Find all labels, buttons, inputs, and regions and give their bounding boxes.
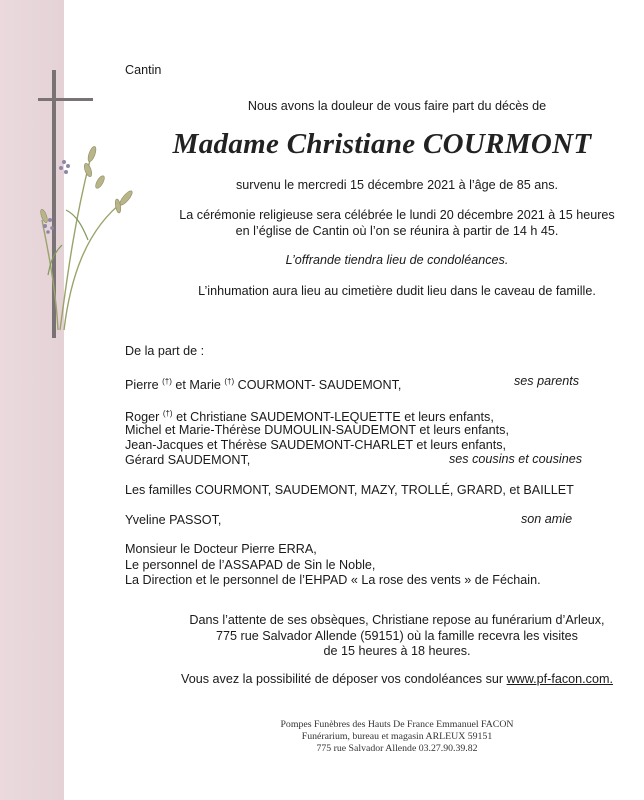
cousins-relation: ses cousins et cousines bbox=[449, 452, 583, 466]
from-label: De la part de : bbox=[125, 344, 205, 358]
parents-line: Pierre (†) et Marie (†) COURMONT- SAUDEMONT, bbox=[125, 377, 402, 393]
cousin-line-4: Gérard SAUDEMONT, bbox=[125, 453, 251, 467]
friend-line: Yveline PASSOT, bbox=[125, 513, 222, 527]
others-line-1: Monsieur le Docteur Pierre ERRA, bbox=[125, 542, 317, 556]
condolences-line bbox=[0, 671, 644, 687]
cousin-line-2: Michel et Marie-Thérèse DUMOULIN-SAUDEMONT et leurs enfants, bbox=[125, 423, 509, 437]
ceremony-line-2: en l’église de Cantin où l’on se réunira à partir de 14 h 45. bbox=[235, 224, 559, 238]
place-name: Cantin bbox=[125, 63, 162, 77]
parents-relation: ses parents bbox=[514, 374, 580, 388]
others-line-2: Le personnel de l’ASSAPAD de Sin le Noble, bbox=[125, 558, 376, 572]
others-line-3: La Direction et le personnel de l’EHPAD « La rose des vents » de Féchain. bbox=[125, 573, 541, 587]
ceremony-line-1: La cérémonie religieuse sera célébrée le lundi 20 décembre 2021 à 15 heures bbox=[179, 208, 615, 222]
footer-line-3: 775 rue Salvador Allende 03.27.90.39.82 bbox=[316, 743, 478, 754]
condolences-link[interactable]: www.pf-facon.com. bbox=[506, 672, 613, 686]
rest-line-1: Dans l’attente de ses obsèques, Christiane repose au funérarium d’Arleux, bbox=[189, 613, 605, 627]
condolences-text: Vous avez la possibilité de déposer vos condoléances sur bbox=[181, 672, 504, 686]
footer-line-2: Funérarium, bureau et magasin ARLEUX 59151 bbox=[301, 731, 493, 742]
rest-line-2: 775 rue Salvador Allende (59151) où la famille recevra les visites bbox=[216, 629, 578, 643]
friend-relation: son amie bbox=[521, 512, 573, 526]
death-line: survenu le mercredi 15 décembre 2021 à l’âge de 85 ans. bbox=[235, 178, 559, 192]
rest-line-3: de 15 heures à 18 heures. bbox=[323, 644, 471, 658]
footer-line-1: Pompes Funèbres des Hauts De France Emmanuel FACON bbox=[280, 719, 514, 730]
cousin-line-1: Roger (†) et Christiane SAUDEMONT-LEQUETTE et leurs enfants, bbox=[125, 409, 494, 425]
intro-text: Nous avons la douleur de vous faire part du décès de bbox=[247, 99, 547, 113]
burial-text: L’inhumation aura lieu au cimetière dudit lieu dans le caveau de famille. bbox=[198, 284, 596, 298]
offering-text: L’offrande tiendra lieu de condoléances. bbox=[285, 253, 509, 267]
families-line: Les familles COURMONT, SAUDEMONT, MAZY, TROLLÉ, GRARD, et BAILLET bbox=[125, 483, 574, 497]
deceased-name: Madame Christiane COURMONT bbox=[172, 128, 592, 160]
cousin-line-3: Jean-Jacques et Thérèse SAUDEMONT-CHARLET et leurs enfants, bbox=[125, 438, 507, 452]
